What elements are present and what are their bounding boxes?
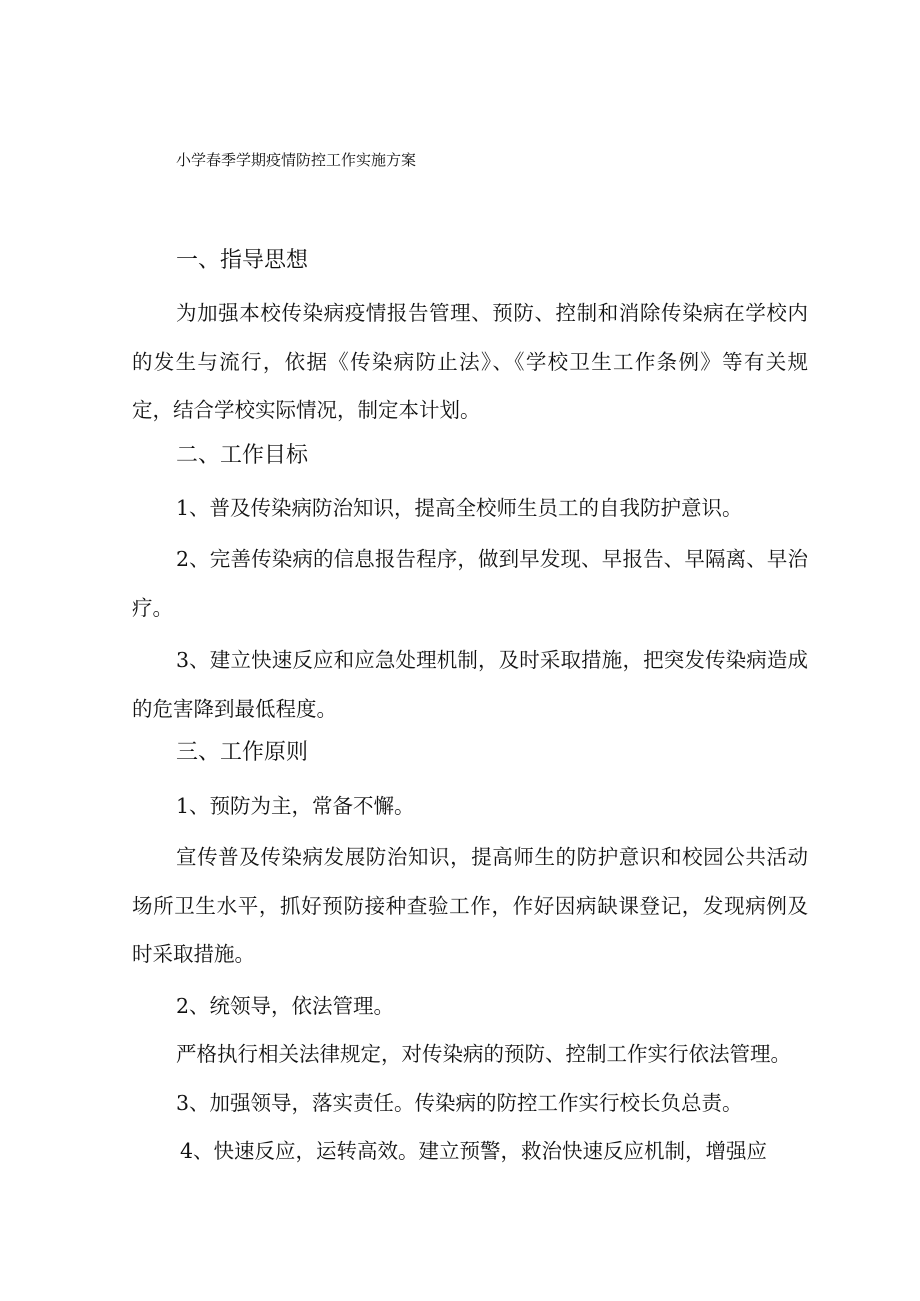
paragraph: 为加强本校传染病疫情报告管理、预防、控制和消除传染病在学校内的发生与流行，依据《传染病防止法》、《学校卫生工作条例》等有关规定，结合学校实际情况，制定本计划。 xyxy=(132,301,808,422)
paragraph: 1、预防为主，常备不懈。 xyxy=(176,794,415,818)
paragraph: 1、普及传染病防治知识，提高全校师生员工的自我防护意识。 xyxy=(176,496,743,520)
paragraph: 2、统领导，依法管理。 xyxy=(176,994,395,1018)
section-heading-work-principles: 三、工作原则 xyxy=(176,740,309,765)
paragraph: 宣传普及传染病发展防治知识，提高师生的防护意识和校园公共活动场所卫生水平，抓好预防接种查验工作，作好因病缺课登记，发现病例及时采取措施。 xyxy=(132,845,808,966)
document-title: 小学春季学期疫情防控工作实施方案 xyxy=(176,151,417,169)
section-heading-work-goals: 二、工作目标 xyxy=(176,443,309,468)
paragraph: 4、快速反应，运转高效。建立预警，救治快速反应机制，增强应 xyxy=(180,1139,768,1163)
paragraph: 3、加强领导，落实责任。传染病的防控工作实行校长负总责。 xyxy=(176,1091,743,1115)
paragraph: 2、完善传染病的信息报告程序，做到早发现、早报告、早隔离、早治疗。 xyxy=(132,547,808,620)
section-heading-guiding-ideology: 一、指导思想 xyxy=(176,248,309,273)
paragraph: 3、建立快速反应和应急处理机制，及时采取措施，把突发传染病造成的危害降到最低程度。 xyxy=(132,648,808,721)
paragraph: 严格执行相关法律规定，对传染病的预防、控制工作实行依法管理。 xyxy=(176,1042,791,1066)
